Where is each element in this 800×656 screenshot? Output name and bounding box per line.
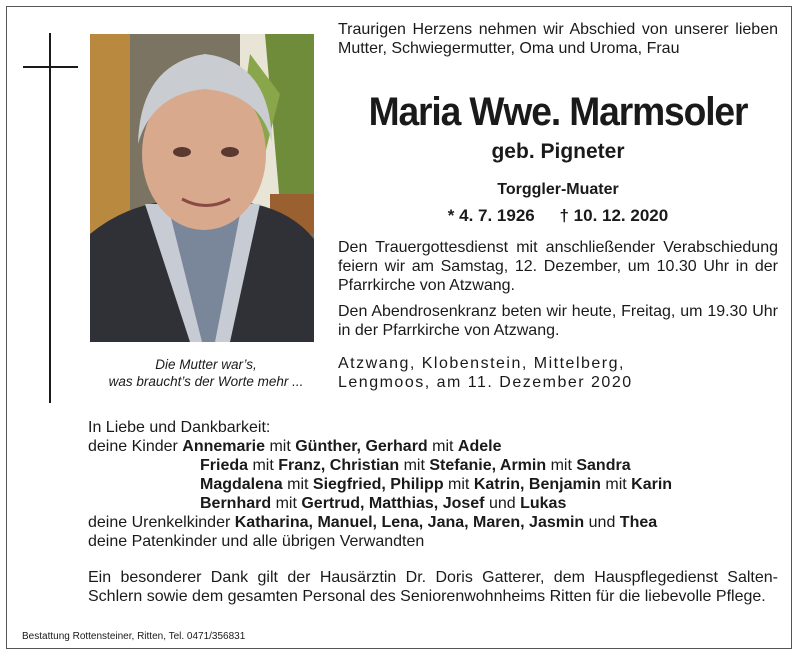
connector-text: mit (399, 457, 430, 474)
connector-text: deine Urenkelkinder (88, 514, 235, 531)
caption-line-2: was braucht’s der Worte mehr ... (108, 374, 304, 389)
connector-text: mit (248, 457, 279, 474)
connector-text: und (484, 495, 521, 512)
mourner-name: Adele (457, 438, 502, 455)
mourner-name: Bernhard (200, 495, 272, 512)
mourner-name: Stefanie, Armin (429, 457, 547, 474)
mourner-name: Gertrud, Matthias, Josef (301, 495, 485, 512)
grandchildren-line (88, 513, 778, 532)
mourner-name: Annemarie (182, 438, 265, 455)
life-dates (338, 205, 778, 227)
connector-text: und (584, 514, 620, 531)
mourner-name: Frieda (200, 457, 249, 474)
children-line-1 (88, 437, 778, 456)
mourner-name: Magdalena (200, 476, 283, 493)
mourners-list (88, 418, 778, 551)
cross-icon-bar (23, 66, 78, 68)
connector-text: mit (443, 476, 474, 493)
connector-text: mit (427, 438, 458, 455)
connector-text: mit (282, 476, 313, 493)
place-date (338, 354, 778, 392)
birth-name: geb. Pigneter (491, 140, 625, 163)
mourner-name: Sandra (576, 457, 631, 474)
thanks-text: Ein besonderer Dank gilt der Hausärztin Dr. Doris Gatterer, dem Hauspflegedienst Salten-Schlern sowie dem gesamten Personal des Seniorenwohnheims Ritten für die liebevolle Pflege. (88, 569, 778, 605)
portrait-photo (90, 34, 314, 342)
photo-caption (90, 356, 322, 390)
connector-text: deine Kinder (88, 438, 183, 455)
godchildren-line: deine Patenkinder und alle übrigen Verwandten (88, 533, 425, 550)
connector-text: mit (265, 438, 296, 455)
love-heading: In Liebe und Dankbarkeit: (88, 419, 271, 436)
caption-line-1: Die Mutter war’s, (155, 357, 257, 372)
connector-text: mit (546, 457, 577, 474)
deceased-name: Maria Wwe. Marmsoler (368, 90, 748, 134)
children-line-4 (88, 494, 778, 513)
connector-text: mit (271, 495, 302, 512)
mourner-name: Franz, Christian (278, 457, 400, 474)
funeral-text: Den Trauergottesdienst mit anschließender Verabschiedung feiern wir am Samstag, 12. Dezember, um 10.30 Uhr in der Pfarrkirche von Atzwang. (338, 239, 778, 294)
connector-text: mit (600, 476, 632, 493)
intro-text: Traurigen Herzens nehmen wir Abschied von unserer lieben Mutter, Schwiegermutter, Oma und Uroma, Frau (338, 21, 778, 57)
mourner-name: Katrin, Benjamin (473, 476, 601, 493)
mourner-name: Lukas (520, 495, 567, 512)
death-date: † 10. 12. 2020 (559, 206, 669, 225)
rosary-text: Den Abendrosenkranz beten wir heute, Freitag, um 19.30 Uhr in der Pfarrkirche von Atzwang. (338, 303, 778, 339)
mourner-name: Katharina, Manuel, Lena, Jana, Maren, Jasmin (234, 514, 585, 531)
birth-date: * 4. 7. 1926 (447, 206, 535, 225)
nickname: Torggler-Muater (497, 181, 619, 198)
mourner-name: Günther, Gerhard (295, 438, 428, 455)
place-line-2: Lengmoos, am 11. Dezember 2020 (338, 374, 633, 391)
undertaker-footer: Bestattung Rottensteiner, Ritten, Tel. 0471/356831 (22, 631, 246, 642)
place-line-1: Atzwang, Klobenstein, Mittelberg, (338, 355, 625, 372)
mourner-name: Karin (631, 476, 673, 493)
children-line-3 (88, 475, 778, 494)
mourner-name: Thea (619, 514, 658, 531)
cross-icon (49, 33, 51, 403)
mourner-name: Siegfried, Philipp (312, 476, 444, 493)
children-line-2 (88, 456, 778, 475)
